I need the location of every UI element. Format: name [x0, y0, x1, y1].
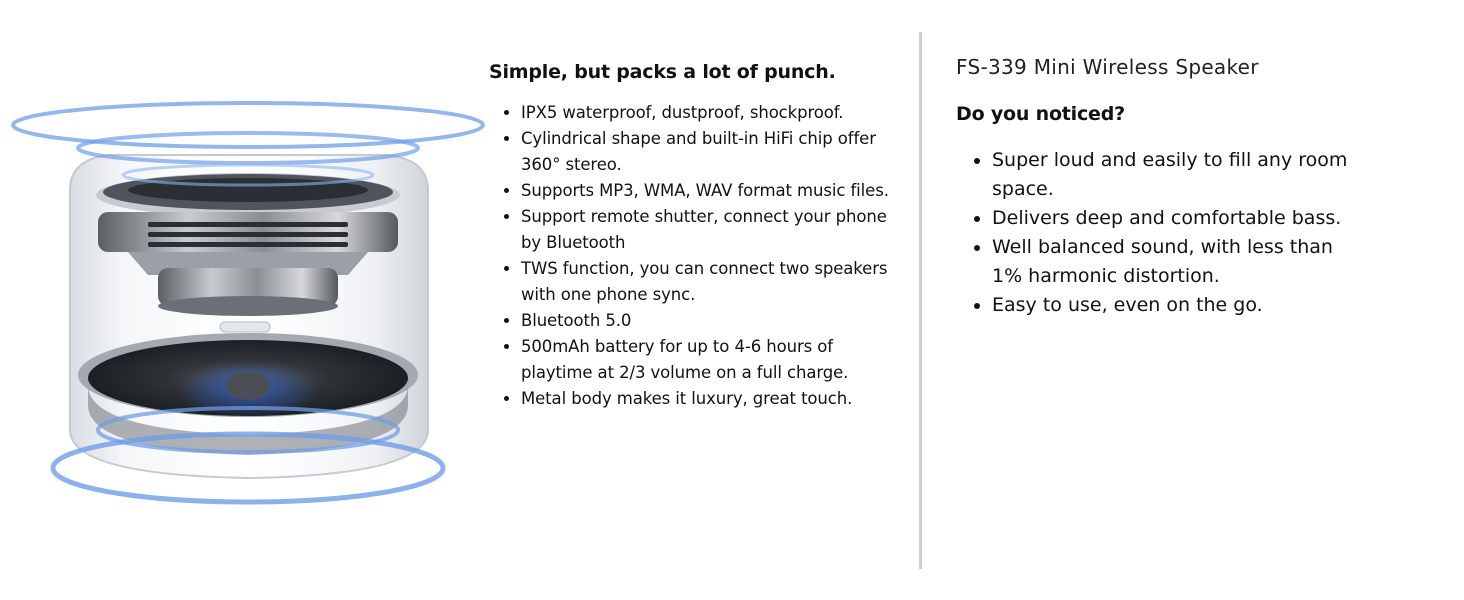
product-name: FS-339 Mini Wireless Speaker [956, 55, 1259, 79]
column-divider [919, 32, 922, 569]
features-list [489, 100, 909, 412]
list-item: • Metal body makes it luxury, great touch. [521, 386, 909, 412]
list-item: • Cylindrical shape and built-in HiFi chip offer 360° stereo. [521, 126, 909, 178]
highlights-list [956, 146, 1352, 320]
features-panel [489, 58, 909, 412]
features-heading: Simple, but packs a lot of punch. [489, 61, 836, 83]
list-item: • Support remote shutter, connect your phone by Bluetooth [521, 204, 909, 256]
list-item: • Easy to use, even on the go. [992, 291, 1352, 320]
highlights-heading: Do you noticed? [956, 103, 1125, 125]
list-item: • Delivers deep and comfortable bass. [992, 204, 1352, 233]
list-item: • Super loud and easily to fill any room space. [992, 146, 1352, 204]
list-item: • Well balanced sound, with less than 1% harmonic distortion. [992, 233, 1352, 291]
list-item: • IPX5 waterproof, dustproof, shockproof. [521, 100, 909, 126]
list-item: • TWS function, you can connect two speakers with one phone sync. [521, 256, 909, 308]
list-item: • Supports MP3, WMA, WAV format music files. [521, 178, 909, 204]
list-item: • Bluetooth 5.0 [521, 308, 909, 334]
speaker-image [8, 100, 488, 520]
highlights-panel [956, 52, 1376, 320]
list-item: • 500mAh battery for up to 4-6 hours of playtime at 2/3 volume on a full charge. [521, 334, 909, 386]
